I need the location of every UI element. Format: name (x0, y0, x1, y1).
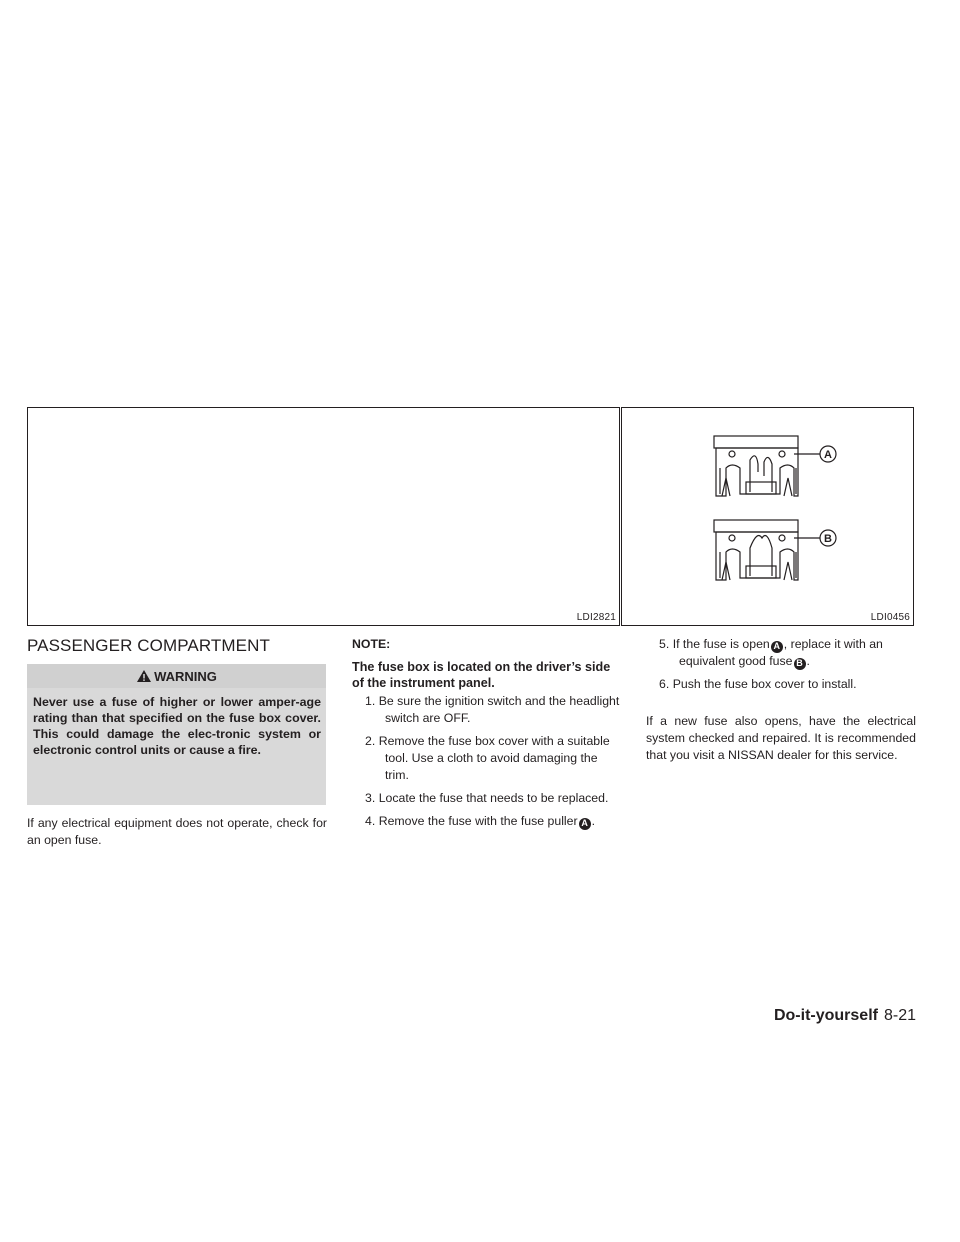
good-fuse-drawing (714, 520, 798, 580)
ref-a-icon: A (771, 641, 783, 653)
note-text: The fuse box is located on the driver’s side of the instrument panel. (352, 660, 611, 690)
steps-list-1 (352, 693, 622, 836)
ref-a-icon: A (579, 818, 591, 830)
section-title: PASSENGER COMPARTMENT (27, 636, 270, 655)
page-number: 8-21 (883, 1007, 916, 1024)
chapter-name: Do-it-yourself (773, 1007, 878, 1024)
note-label: NOTE: (352, 637, 391, 651)
ref-b-icon: B (794, 658, 806, 670)
figure-code: LDI0456 (870, 612, 910, 623)
step-item: 1. Be sure the ignition switch and the headlight switch are OFF. (365, 694, 620, 725)
blown-fuse-drawing (714, 436, 798, 496)
step-item: 6. Push the fuse box cover to install. (659, 677, 857, 691)
fuse-diagram-figure (621, 407, 914, 626)
outro-paragraph: If a new fuse also opens, have the electrical system checked and repaired. It is recommended that you visit a NISSAN dealer for this service. (646, 714, 916, 762)
step-item: 3. Locate the fuse that needs to be replaced. (365, 791, 609, 805)
step-item: 4. Remove the fuse with the fuse puller A . (365, 814, 596, 828)
callout-b: B (824, 533, 832, 545)
warning-heading (27, 664, 326, 688)
figure-code: LDI2821 (576, 612, 616, 623)
step-item: 2. Remove the fuse box cover with a suitable tool. Use a cloth to avoid damaging the trim. (365, 734, 610, 782)
warning-heading-text: WARNING (154, 668, 217, 684)
warning-triangle-icon (136, 669, 152, 683)
callout-a: A (824, 449, 832, 461)
warning-box (27, 664, 326, 805)
fuse-illustration (622, 408, 913, 625)
fuse-box-location-figure (27, 407, 620, 626)
steps-list-2 (646, 636, 916, 699)
page-footer (774, 1007, 916, 1025)
warning-text: Never use a fuse of higher or lower amper-age rating than that specified on the fuse box cover. This could damage the elec-tronic system or electronic control units or cause a fire. (33, 695, 321, 757)
step-item: 5. If the fuse is open A , replace it with an equivalent good fuse B . (659, 637, 883, 668)
intro-paragraph: If any electrical equipment does not operate, check for an open fuse. (27, 816, 327, 847)
